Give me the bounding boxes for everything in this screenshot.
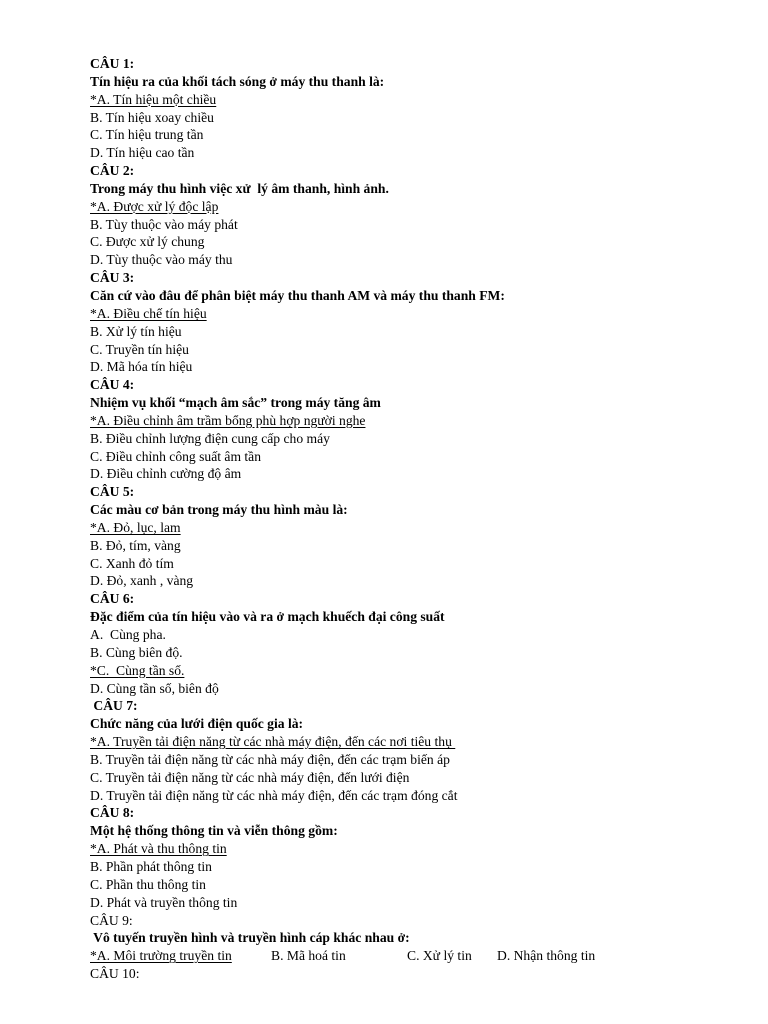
answer-option: B. Cùng biên độ. xyxy=(90,644,183,660)
correct-answer: *A. Điều chế tín hiệu xyxy=(90,305,207,321)
answer-option: C. Xanh đỏ tím xyxy=(90,555,174,571)
question-heading: CÂU 1: xyxy=(90,56,135,71)
answer-option: B. Truyền tải điện năng từ các nhà máy điện, đến các trạm biến áp xyxy=(90,751,450,767)
answer-option: D. Mã hóa tín hiệu xyxy=(90,359,193,375)
question-text: Vô tuyến truyền hình và truyền hình cáp khác nhau ở: xyxy=(90,930,410,946)
correct-answer: *C. Cùng tần số. xyxy=(90,662,185,678)
answer-option: C. Điều chỉnh công suất âm tần xyxy=(90,448,262,464)
answer-option: A. Cùng pha. xyxy=(90,627,166,642)
answer-option: B. Đỏ, tím, vàng xyxy=(90,537,181,553)
correct-answer: *A. Môi trường truyền tin xyxy=(90,948,232,964)
answer-option: D. Cùng tần số, biên độ xyxy=(90,680,219,696)
answer-option: B. Tùy thuộc vào máy phát xyxy=(90,216,238,232)
document-page xyxy=(90,55,730,983)
question-heading: CÂU 7: xyxy=(90,698,138,714)
answer-option: B. Mã hoá tin xyxy=(271,948,346,964)
question-text: Các màu cơ bản trong máy thu hình màu là: xyxy=(90,502,348,518)
question-heading: CÂU 4: xyxy=(90,377,135,393)
question-text: Tín hiệu ra của khối tách sóng ở máy thu thanh là: xyxy=(90,73,385,89)
question-text: Căn cứ vào đâu để phân biệt máy thu thanh AM và máy thu thanh FM: xyxy=(90,287,505,303)
answer-option: C. Xử lý tin xyxy=(407,948,472,964)
answer-option: C. Truyền tải điện năng từ các nhà máy điện, đến lưới điện xyxy=(90,769,410,785)
answer-option: C. Được xử lý chung xyxy=(90,234,208,250)
answer-option: C. Phần thu thông tin xyxy=(90,876,206,892)
question-heading: CÂU 8: xyxy=(90,805,135,821)
answer-option: D. Tùy thuộc vào máy thu xyxy=(90,252,233,268)
answer-option: D. Tín hiệu cao tần xyxy=(90,145,195,161)
question-heading: CÂU 5: xyxy=(90,484,135,500)
answer-option: D. Nhận thông tin xyxy=(497,948,596,964)
question-text: Trong máy thu hình việc xử lý âm thanh, hình ảnh. xyxy=(90,180,389,196)
question-text: Một hệ thống thông tin và viễn thông gồm: xyxy=(90,823,338,839)
answer-option: D. Điều chỉnh cường độ âm xyxy=(90,466,242,482)
question-heading: CÂU 10: xyxy=(90,966,140,982)
answer-option: B. Xử lý tín hiệu xyxy=(90,323,182,339)
answer-option: D. Đỏ, xanh , vàng xyxy=(90,573,194,589)
answer-row xyxy=(90,947,730,965)
question-text: Chức năng của lưới điện quốc gia là: xyxy=(90,716,304,732)
answer-option: B. Tín hiệu xoay chiều xyxy=(90,109,214,125)
question-heading: CÂU 2: xyxy=(90,163,135,179)
question-text: Đặc điểm của tín hiệu vào và ra ở mạch khuếch đại công suất xyxy=(90,609,445,625)
question-heading: CÂU 9: xyxy=(90,912,133,928)
answer-option: B. Điều chỉnh lượng điện cung cấp cho máy xyxy=(90,430,330,446)
correct-answer: *A. Truyền tải điện năng từ các nhà máy điện, đến các nơi tiêu thụ xyxy=(90,734,456,750)
question-heading: CÂU 6: xyxy=(90,591,135,607)
answer-option: C. Tín hiệu trung tần xyxy=(90,127,204,143)
question-text: Nhiệm vụ khối “mạch âm sắc” trong máy tăng âm xyxy=(90,395,381,411)
correct-answer: *A. Tín hiệu một chiều xyxy=(90,91,217,107)
correct-answer: *A. Được xử lý độc lập xyxy=(90,198,219,214)
question-heading: CÂU 3: xyxy=(90,270,135,286)
answer-option: B. Phần phát thông tin xyxy=(90,858,212,874)
correct-answer: *A. Phát và thu thông tin xyxy=(90,841,227,857)
answer-option: C. Truyền tín hiệu xyxy=(90,341,189,357)
correct-answer: *A. Đỏ, lục, lam xyxy=(90,519,181,535)
answer-option: D. Truyền tải điện năng từ các nhà máy điện, đến các trạm đóng cắt xyxy=(90,787,458,803)
answer-option: D. Phát và truyền thông tin xyxy=(90,894,238,910)
correct-answer: *A. Điều chỉnh âm trầm bổng phù hợp người nghe xyxy=(90,412,366,428)
